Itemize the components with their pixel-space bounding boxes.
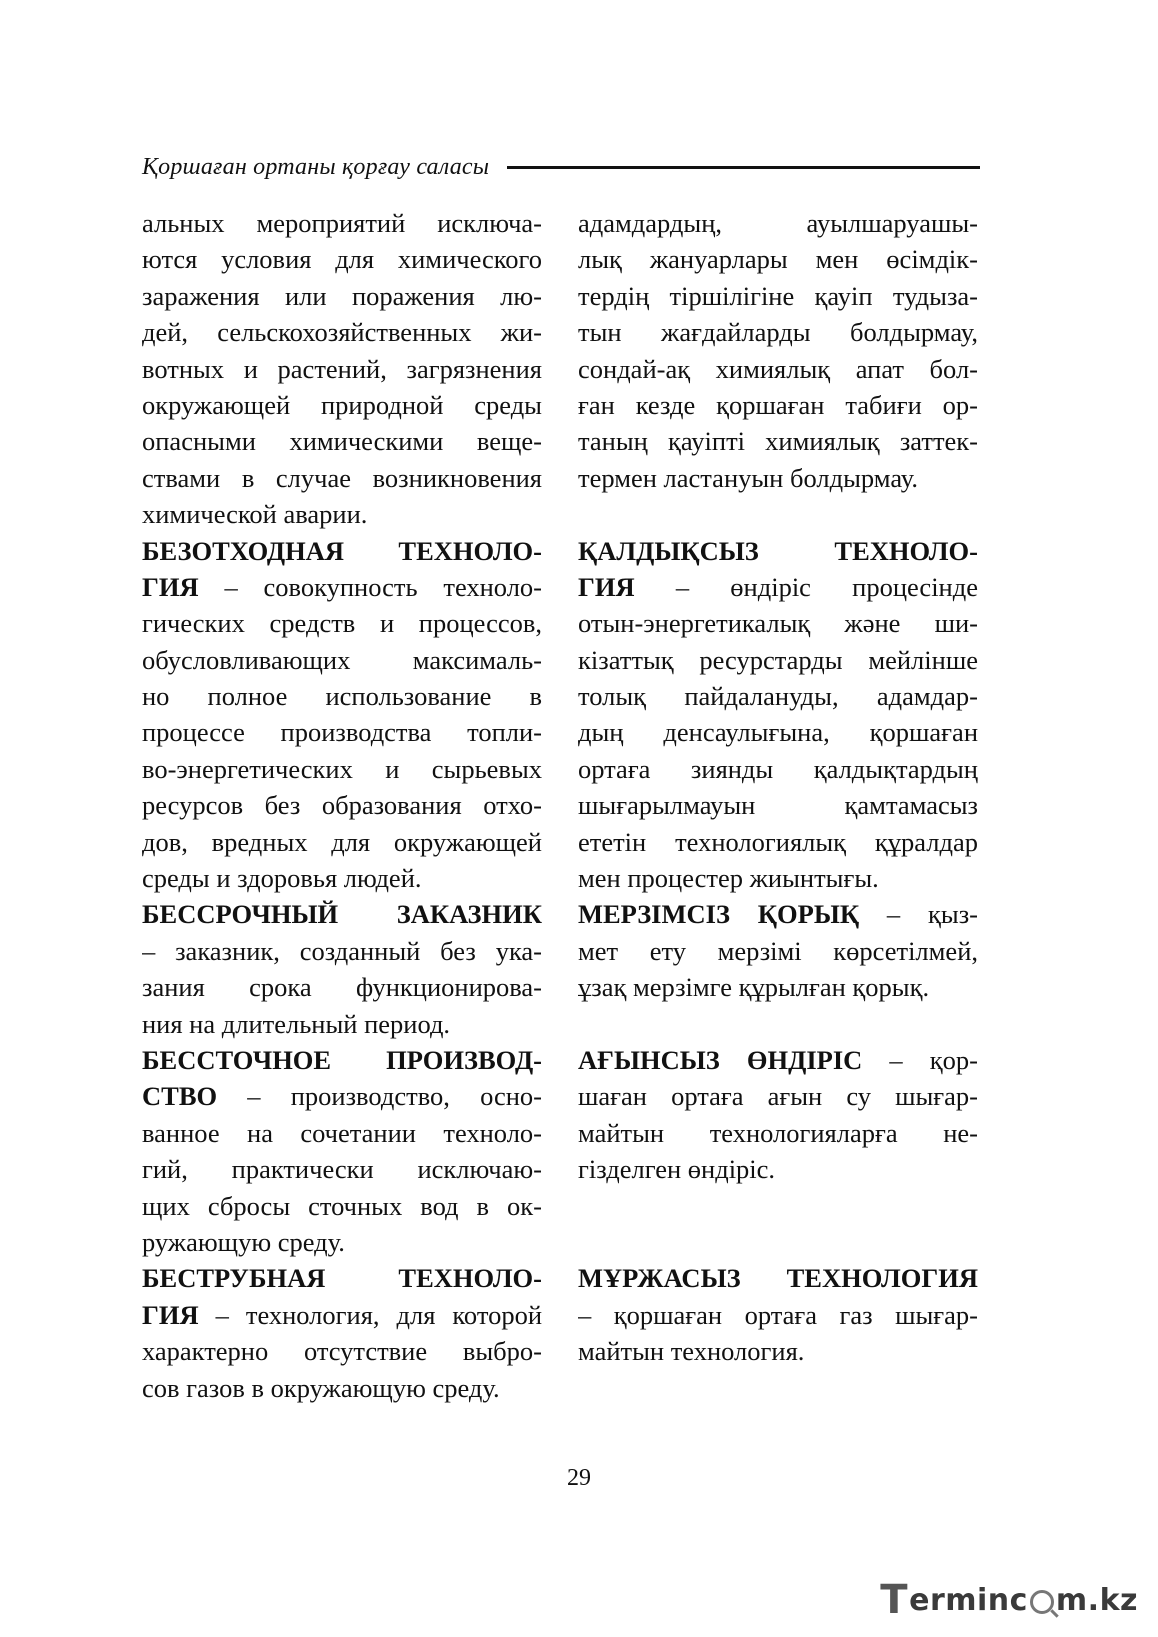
text-line: адамдардың, ауылшаруашы- [578, 208, 978, 238]
text-line: тын жағдайларды болдырмау, [578, 317, 978, 348]
entry-definition: – өндіріс процесінде [634, 571, 978, 602]
entry-term: БЕЗОТХОДНАЯ ТЕХНОЛО- [142, 535, 542, 566]
text-line: дов, вредных для окружающей [142, 826, 542, 857]
text-line: ған кезде қоршаған табиғи ор- [578, 389, 978, 420]
right-intro-paragraph [578, 205, 978, 496]
text-line: окружающей природной среды [142, 389, 542, 420]
text-line: дей, сельскохозяйственных жи- [142, 317, 542, 348]
glossary-entry [578, 1260, 978, 1369]
text-line: зания срока функционирова- [142, 972, 542, 1003]
entry-definition: – совокупность техноло- [198, 571, 542, 602]
right-column [578, 205, 978, 1370]
entry-term: БЕССТОЧНОЕ ПРОИЗВОД- [142, 1044, 542, 1075]
text-line [142, 1297, 542, 1333]
text-line: сов газов в окружающую среду. [142, 1372, 500, 1403]
text-line: лық жануарлары мен өсімдік- [578, 244, 978, 275]
text-line: во-энергетических и сырьевых [142, 753, 542, 784]
text-line: – заказник, созданный без ука- [142, 935, 542, 966]
text-line: сондай-ақ химиялық апат бол- [578, 353, 978, 384]
text-line: дың денсаулығына, қоршаған [578, 717, 978, 748]
text-line: вотных и растений, загрязнения [142, 353, 542, 384]
text-line: ұзақ мерзімге құрылған қорық. [578, 972, 930, 1003]
entry-definition: – қыз- [859, 899, 978, 930]
text-line: обусловливающих максималь- [142, 644, 542, 675]
text-line: заражения или поражения лю- [142, 280, 542, 311]
page-number: 29 [567, 1465, 591, 1491]
glossary-entry [142, 533, 542, 897]
watermark-text: m.kz [1055, 1582, 1138, 1618]
text-line: гізделген өндіріс. [578, 1154, 776, 1185]
glossary-entry [142, 1042, 542, 1260]
entry-term: ГИЯ [578, 571, 635, 602]
text-line: майтын технологияларға не- [578, 1117, 978, 1148]
text-line [578, 896, 978, 932]
text-line: ететін технологиялық құралдар [578, 826, 978, 857]
glossary-entry [578, 1042, 978, 1188]
text-line: альных мероприятий исключа- [142, 208, 542, 238]
entry-term: СТВО [142, 1081, 218, 1112]
text-line: ресурсов без образования отхо- [142, 790, 542, 821]
entry-term: МЕРЗІМСІЗ ҚОРЫҚ [578, 899, 860, 930]
text-line: но полное использование в [142, 681, 542, 712]
entry-definition: – производство, осно- [217, 1081, 542, 1112]
text-line: среды и здоровья людей. [142, 863, 422, 894]
text-line: кізаттық ресурстарды мейлінше [578, 644, 978, 675]
watermark-text: erminc [909, 1582, 1028, 1618]
header-title: Қоршаған ортаны қорғау саласы [142, 153, 490, 180]
glossary-entry [578, 896, 978, 1005]
text-line: мет ету мерзімі көрсетілмей, [578, 935, 978, 966]
text-line: гий, практически исключаю- [142, 1154, 542, 1185]
text-line: ния на длительный период. [142, 1008, 451, 1039]
entry-term: ГИЯ [142, 571, 199, 602]
running-header [142, 150, 980, 184]
entry-term: МҰРЖАСЫЗ ТЕХНОЛОГИЯ [578, 1263, 978, 1294]
text-line: мен процестер жиынтығы. [578, 863, 879, 894]
text-line: таның қауіпті химиялық заттек- [578, 426, 978, 457]
text-line: шығарылмауын қамтамасыз [578, 790, 978, 821]
text-line [142, 1078, 542, 1114]
left-intro-paragraph [142, 205, 542, 533]
entry-term: БЕСТРУБНАЯ ТЕХНОЛО- [142, 1263, 542, 1294]
site-watermark [880, 1577, 1138, 1623]
column-gap [578, 1188, 978, 1224]
text-line: термен ластануын болдырмау. [578, 462, 918, 493]
header-rule [507, 166, 980, 169]
glossary-entry [142, 1260, 542, 1406]
text-line [578, 1042, 978, 1078]
magnifier-icon [1030, 1590, 1054, 1614]
text-line: химической аварии. [142, 499, 368, 530]
text-line: – қоршаған ортаға газ шығар- [578, 1299, 978, 1330]
column-gap [578, 1006, 978, 1042]
entry-term: БЕССРОЧНЫЙ ЗАКАЗНИК [142, 899, 542, 930]
glossary-entry [578, 533, 978, 897]
text-line: отын-энергетикалық және ши- [578, 608, 978, 639]
entry-definition: – қор- [862, 1044, 978, 1075]
column-gap [578, 496, 978, 532]
text-line [578, 569, 978, 605]
text-line: тердің тіршілігіне қауіп тудыза- [578, 280, 978, 311]
text-line: щих сбросы сточных вод в ок- [142, 1190, 542, 1221]
column-gap [578, 1224, 978, 1260]
text-line: ются условия для химического [142, 244, 542, 275]
text-line: характерно отсутствие выбро- [142, 1336, 542, 1367]
text-line: процессе производства топли- [142, 717, 542, 748]
text-line: шаған ортаға ағын су шығар- [578, 1081, 978, 1112]
text-line: толық пайдалануды, адамдар- [578, 681, 978, 712]
glossary-entry [142, 896, 542, 1042]
text-line: ортаға зиянды қалдықтардың [578, 753, 978, 784]
text-line: ванное на сочетании технолo- [142, 1117, 542, 1148]
watermark-letter: T [880, 1577, 909, 1623]
entry-term: АҒЫНСЫЗ ӨНДІРІС [578, 1044, 863, 1075]
text-line: опасными химическими веще- [142, 426, 542, 457]
left-column [142, 205, 542, 1406]
entry-term: ҚАЛДЫҚСЫЗ ТЕХНОЛО- [578, 535, 978, 566]
text-line: гических средств и процессов, [142, 608, 542, 639]
entry-definition: – технология, для которой [198, 1299, 542, 1330]
text-line [142, 569, 542, 605]
text-line: ствами в случае возникновения [142, 462, 542, 493]
entry-term: ГИЯ [142, 1299, 199, 1330]
text-line: майтын технология. [578, 1336, 805, 1367]
text-line: ружающую среду. [142, 1226, 345, 1257]
